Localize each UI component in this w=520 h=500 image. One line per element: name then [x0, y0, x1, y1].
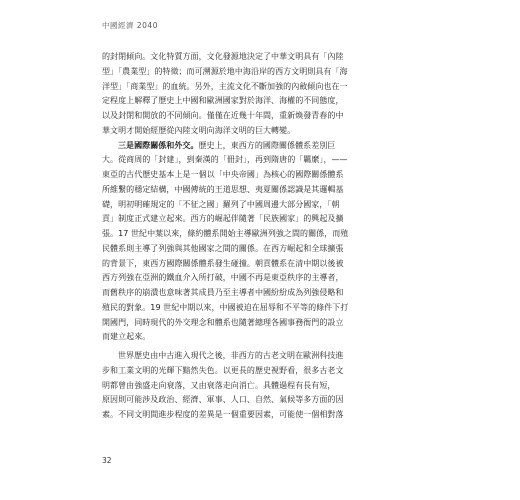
- text-line: 西方列強在亞洲的鐵血介入所打破，中國不再是東亞秩序的主導者，: [102, 273, 344, 283]
- page-body: [102, 50, 402, 423]
- text-line: 洋型」「商業型」的血統。另外，主流文化不斷加強的內斂傾向也在一: [102, 81, 348, 91]
- text-line: 而舊秩序的崩潰也意味著其成員乃至主導者中國紛紛成為列強侵略和: [102, 288, 344, 297]
- text-line: 原因則可能涉及政治、經濟、軍事、人口、自然、氣候等多方面的因: [102, 395, 344, 405]
- paragraph-start-line: [102, 139, 402, 154]
- text-line: 的背景下，東西方國際關係體系發生碰撞。朝貢體系在清中期以後被: [102, 258, 344, 268]
- text-line: 所維繫的穩定結構，中國傳統的王道思想、夷夏關係認識是其邏輯基: [102, 184, 344, 194]
- running-header: 中國經濟 2040: [102, 21, 158, 30]
- text-line: 開國門，同時現代的外交理念和體系也隨著總理各國事務衙門的設立: [102, 317, 344, 327]
- text-line: 貢」制度正式建立起來。西方的崛起伴隨著「民族國家」的興起及擴: [102, 214, 344, 224]
- text-line: 型」「農業型」的特徵；而可溯源於地中海沿岸的西方文明則具有「海: [102, 66, 348, 76]
- text-line: 以及封閉和開放的不同傾向。僅僅在近幾十年間，重新煥發青春的中: [102, 111, 344, 120]
- text-line: 殖民的對象。19 世紀中期以來，中國被迫在屈辱和不平等的條件下打: [102, 302, 349, 312]
- text-line: 礎，明初明確規定的「不征之國」羅列了中國周邊大部分國家，「朝: [102, 199, 340, 209]
- text-line: 步和工業文明的光輝下黯然失色。以更長的歷史視野看，很多古老文: [102, 365, 344, 375]
- page-number: 32: [102, 456, 112, 465]
- text-line: 的封閉傾向。文化特質方面，文化發源地決定了中華文明具有「內陸: [102, 52, 344, 61]
- text-line: 華文明才開始經歷從內陸文明向海洋文明的巨大轉變。: [102, 125, 296, 135]
- section-lead-heading: 三是國際關係和外交。: [118, 140, 199, 150]
- text-line: 大。從商周的「封建」，到秦漢的「冊封」，再到隋唐的「羈縻」，——: [102, 155, 348, 165]
- paragraph-start-line: 世界歷史由中古進入現代之後，非西方的古老文明在歐洲科技進: [118, 351, 344, 360]
- text-line: 而建立起來。: [102, 332, 151, 342]
- text-line: 民體系則主導了列強與其他國家之間的關係。在西方崛起和全球擴張: [102, 243, 344, 253]
- text-line: 定程度上解釋了歷史上中國和歐洲國家對於海洋、海權的不同態度，: [102, 96, 344, 106]
- text-span: 歷史上，東西方的國際關係體系差別巨: [198, 140, 336, 150]
- text-line: 東亞的古代歷史基本上是一個以「中央帝國」為核心的國際關係體系: [102, 170, 344, 179]
- text-line: 素。不同文明間進步程度的差異是一個重要因素，可能使一個相對落: [102, 410, 344, 419]
- text-line: 張。17 世紀中葉以來，條約體系開始主導歐洲列強之間的關係，而殖: [102, 229, 349, 238]
- text-line: 明都曾由強盛走向衰落，又由衰落走向消亡。具體過程有長有短，: [102, 380, 336, 390]
